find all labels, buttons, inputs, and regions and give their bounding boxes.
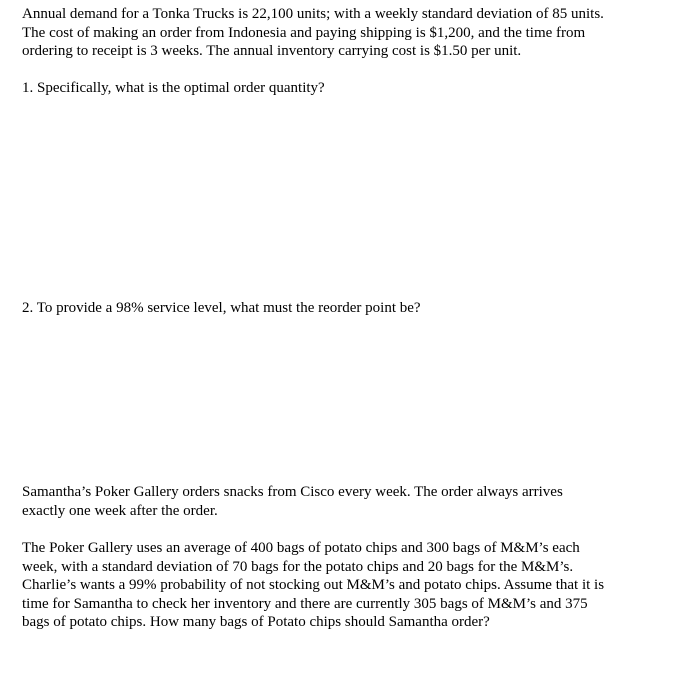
problem-line: ordering to receipt is 3 weeks. The annual inventory carrying cost is $1.50 per unit. [22, 43, 522, 59]
problem-line: The Poker Gallery uses an average of 400 bags of potato chips and 300 bags of M&M’s each [22, 540, 580, 556]
problem-line: week, with a standard deviation of 70 bags for the potato chips and 20 bags for the M&M’s. [22, 558, 574, 575]
problem-line: bags of potato chips. How many bags of Potato chips should Samantha order? [22, 614, 490, 630]
problem-line: Annual demand for a Tonka Trucks is 22,100 units; with a weekly standard deviation of 85 units. [22, 6, 604, 22]
question-1 [22, 79, 662, 98]
samantha-problem-intro [22, 483, 662, 520]
problem-line: Samantha’s Poker Gallery orders snacks from Cisco every week. The order always arrives [22, 484, 563, 500]
question-2-text: 2. To provide a 98% service level, what must the reorder point be? [22, 300, 421, 316]
question-1-text: 1. Specifically, what is the optimal order quantity? [22, 80, 325, 96]
samantha-problem-detail [22, 539, 662, 632]
question-2 [22, 299, 662, 318]
tonka-problem-statement [22, 5, 662, 61]
problem-line: The cost of making an order from Indonesia and paying shipping is $1,200, and the time from [22, 24, 586, 41]
problem-line: time for Samantha to check her inventory and there are currently 305 bags of M&M’s and 375 [22, 595, 588, 612]
problem-line: exactly one week after the order. [22, 502, 218, 519]
problem-line: Charlie’s wants a 99% probability of not stocking out M&M’s and potato chips. Assume that it is [22, 577, 605, 593]
